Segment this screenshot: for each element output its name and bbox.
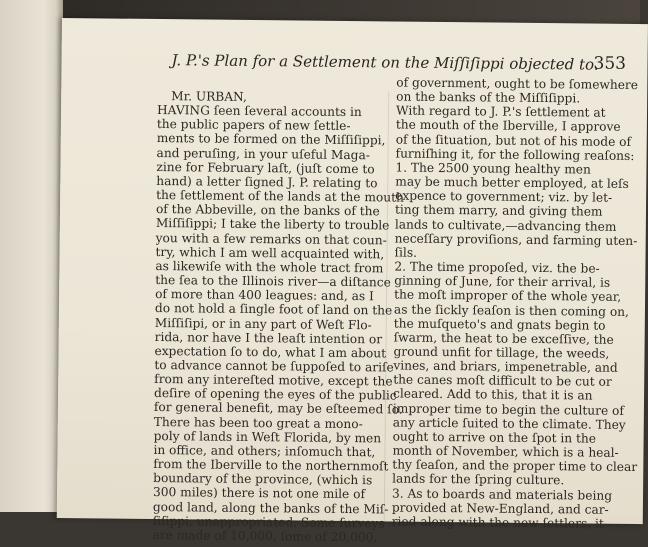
left-column-text — [152, 103, 404, 545]
text-line: the canes moſt difficult to be cut or — [393, 372, 612, 390]
text-line: ſwarm, the heat to be exceſſive, the — [393, 330, 614, 347]
text-line: expence to government; viz. by let- — [395, 188, 613, 206]
text-line: ſils. — [394, 245, 418, 260]
text-line: from the Iberville to the northernmoſt — [153, 457, 389, 474]
text-line: deſire of opening the eyes of the public — [154, 386, 397, 403]
text-line: HAVING ſeen ſeveral accounts in — [156, 103, 362, 120]
magazine-page — [57, 18, 648, 545]
text-line: thy ſeaſon, and the proper time to clear — [392, 457, 638, 475]
text-line: expectation ſo to do, what I am about — [154, 343, 387, 361]
text-line: ting them marry, and giving them — [394, 202, 603, 220]
text-line: improper time to begin the culture of — [392, 401, 625, 418]
text-line: the moſt improper of the whole year, — [394, 287, 622, 305]
text-line: ground unfit for tillage, the weeds, — [393, 344, 610, 361]
text-line: lands to cultivate,—advancing them — [394, 217, 617, 234]
text-line: 3. As to boards and materials being — [391, 486, 613, 503]
text-line: as the ſickly ſeaſon is then coming on, — [393, 301, 630, 319]
text-line: With regard to J. P.'s ſettlement at — [395, 103, 606, 121]
text-line: on the banks of the Miſſiſippi. — [396, 89, 581, 106]
text-line: ſiſippi, unappropriated. Some ſurveys — [152, 513, 385, 531]
text-line: 300 miles) there is not one mile of — [152, 485, 366, 502]
text-line: from any intereſted motive, except the — [154, 372, 393, 389]
text-line: of more than 400 leagues: and, as I — [155, 287, 374, 304]
text-line: lands for the ſpring culture. — [392, 471, 565, 488]
text-line: neceſſary proviſions, and farming uten- — [394, 231, 638, 248]
text-line: may be much better employed, at leſs — [395, 174, 629, 192]
text-line: to advance cannot be ſuppoſed to ariſe — [154, 357, 394, 375]
text-line: of government, ought to be ſomewhere — [396, 75, 639, 93]
text-line: of the Abbeville, on the banks of the — [155, 202, 380, 219]
text-line: provided at New-England, and car- — [391, 500, 609, 517]
text-line: of the ſituation, but not of his mode of — [395, 132, 632, 149]
text-line: good land, along the banks of the Miſ- — [152, 499, 389, 516]
text-line: do not hold a ſingle foot of land on the — [154, 301, 393, 318]
text-line: 2. The time propoſed, viz. the be- — [394, 259, 600, 276]
text-line: month of November, which is a heal- — [392, 443, 619, 460]
text-line: the public papers of new ſettle- — [156, 117, 351, 134]
text-line: are made of 10,000, ſome of 20,000, — [152, 527, 378, 545]
text-line: Miſſiſipi, or in any part of Weſt Flo- — [154, 315, 372, 332]
text-line: vines, and briars, impenetrable, and — [393, 358, 618, 375]
text-line: hand) a letter ſigned J. P. relating to — [156, 173, 378, 191]
text-line: and peruſing, in your uſeful Maga- — [156, 145, 370, 162]
text-line: 1. The 2500 young healthy men — [395, 160, 591, 177]
text-line: furniſhing it, for the following reaſons: — [395, 146, 635, 163]
text-line: the mouth of the Iberville, I approve — [395, 117, 621, 135]
text-line: ments to be formed on the Miſſiſippi, — [156, 131, 386, 148]
text-line: any article ſuited to the climate. They — [392, 415, 626, 432]
text-line: ried along with the new ſettlers, it — [391, 514, 604, 531]
facing-page-edge — [0, 0, 63, 512]
right-column-text — [391, 75, 639, 531]
text-line: the ſettlement of the lands at the mouth — [156, 188, 404, 205]
text-line: ginning of June, for their arrival, is — [394, 273, 611, 290]
text-line: the muſqueto's and gnats begin to — [393, 316, 606, 333]
salutation: Mr. URBAN, — [171, 89, 247, 104]
text-line: try, which I am well acquainted with, — [155, 244, 385, 262]
right-column — [391, 75, 639, 531]
text-line: zine for February laſt, (juſt come to — [156, 159, 375, 177]
text-line: in office, and others; inſomuch that, — [153, 442, 376, 460]
text-line: you with a few remarks on that coun- — [155, 230, 387, 247]
running-header: J. P.'s Plan for a Settlement on the Miſſiſippi objected to. — [171, 51, 599, 74]
text-line: Miſſiſippi; I take the liberty to trouble — [155, 216, 390, 233]
text-line: boundary of the province, (which is — [153, 471, 373, 488]
text-line: ought to arrive on the ſpot in the — [392, 429, 597, 446]
text-line: cleared. Add to this, that it is an — [393, 386, 593, 404]
text-line: for general benefit, may be eſteemed ſo. — [153, 400, 403, 418]
page-number: 353 — [593, 53, 627, 74]
text-line: poly of lands in Weſt Florida, by men — [153, 428, 382, 446]
text-line: as likewiſe with the whole tract from — [155, 258, 384, 276]
left-column — [152, 89, 404, 545]
text-line: rida, nor have I the leaſt intention or — [154, 329, 383, 347]
text-line: the ſea to the Illinois river—a diſtance — [155, 273, 391, 290]
text-line: There has been too great a mono- — [153, 414, 363, 431]
